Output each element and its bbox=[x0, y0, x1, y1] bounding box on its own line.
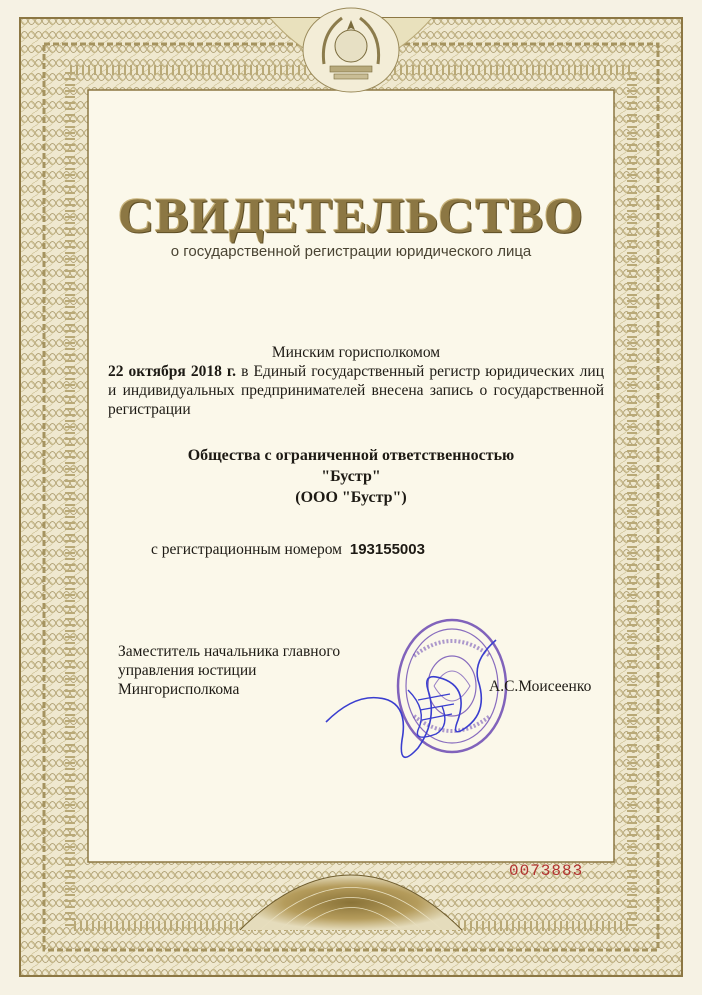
registration-number-prefix: с регистрационным номером bbox=[151, 541, 342, 558]
registration-statement bbox=[108, 343, 604, 419]
signatory-line2: управления юстиции bbox=[118, 662, 257, 679]
document-title: СВИДЕТЕЛЬСТВО bbox=[118, 187, 584, 243]
issuing-authority: Минским горисполкомом bbox=[271, 344, 441, 361]
signature-icon bbox=[318, 630, 518, 780]
signatory-line3: Мингорисполкома bbox=[118, 681, 240, 698]
serial-number: 0073883 bbox=[509, 862, 584, 880]
statement-text: в Единый государственный регистр юридических лиц и индивидуальных предпринимателей внесена запись о государственной регистрации bbox=[108, 363, 604, 418]
registration-number: 193155003 bbox=[349, 541, 425, 558]
entity-name-line2: "Бустр" bbox=[321, 468, 381, 485]
registration-number-line bbox=[151, 541, 425, 559]
state-emblem-icon bbox=[300, 4, 402, 96]
document-subtitle: о государственной регистрации юридического лица bbox=[170, 243, 532, 260]
signer-name: А.С.Моисеенко bbox=[489, 678, 592, 695]
entity-name-line3: (ООО "Бустр") bbox=[295, 489, 407, 506]
entity-name-block bbox=[0, 445, 702, 508]
statement-paragraph bbox=[108, 362, 604, 419]
signatory-line1: Заместитель начальника главного bbox=[118, 643, 341, 660]
registration-date: 22 октября 2018 г. bbox=[108, 363, 237, 380]
entity-name-line1: Общества с ограниченной ответственностью bbox=[187, 447, 515, 464]
